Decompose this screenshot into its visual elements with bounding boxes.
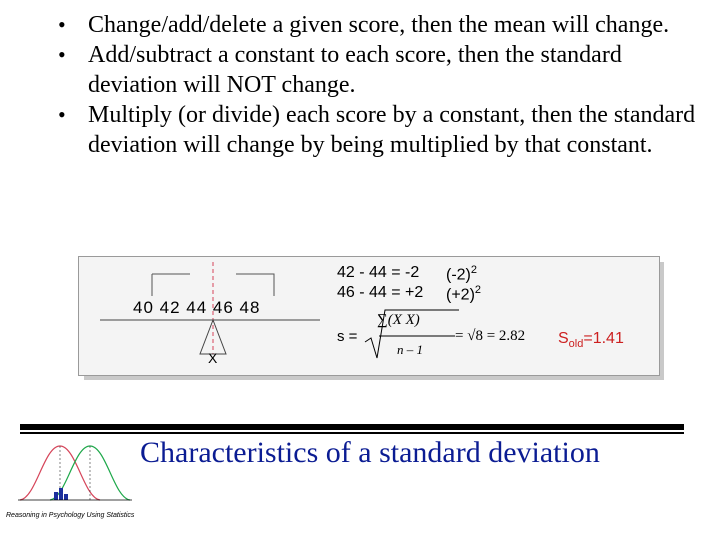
distribution-logo-icon <box>16 438 134 510</box>
square-2: $(+2)^2$ <box>446 284 482 304</box>
bullet-text: Multiply (or divide) each score by a constant, then the standard deviation will change by being multiplied by that constant. <box>88 102 696 158</box>
footer-rule-thick <box>20 424 684 430</box>
mean-label: X <box>208 350 218 366</box>
bracket-right <box>236 274 274 296</box>
calc-line-2: 46 - 44 = +2 <box>337 284 424 301</box>
footer-rule-thin <box>20 432 684 434</box>
sold-value: $S_{old}=1.41$ <box>558 330 624 351</box>
sd-formula <box>337 306 557 366</box>
formula-result: = √8 = 2.82 <box>455 328 526 344</box>
bullet-dot: • <box>58 12 66 37</box>
formula-s: s = <box>337 328 358 345</box>
bullet-dot: • <box>58 42 66 67</box>
slide-title: Characteristics of a standard deviation <box>140 436 600 469</box>
square-1: $(-2)^2$ <box>446 264 478 284</box>
bullet-text: Change/add/delete a given score, then the mean will change. <box>88 12 670 38</box>
bullet-text: Add/subtract a constant to each score, then the standard deviation will NOT change. <box>88 42 622 98</box>
number-line-labels: 40 42 44 46 48 <box>133 298 261 317</box>
calc-line-1: 42 - 44 = -2 <box>337 264 420 281</box>
formula-numerator: ∑(X X) <box>377 312 420 328</box>
bullet-dot: • <box>58 102 66 127</box>
logo-caption: Reasoning in Psychology Using Statistics <box>6 512 135 519</box>
formula-denominator: n – 1 <box>397 342 423 357</box>
